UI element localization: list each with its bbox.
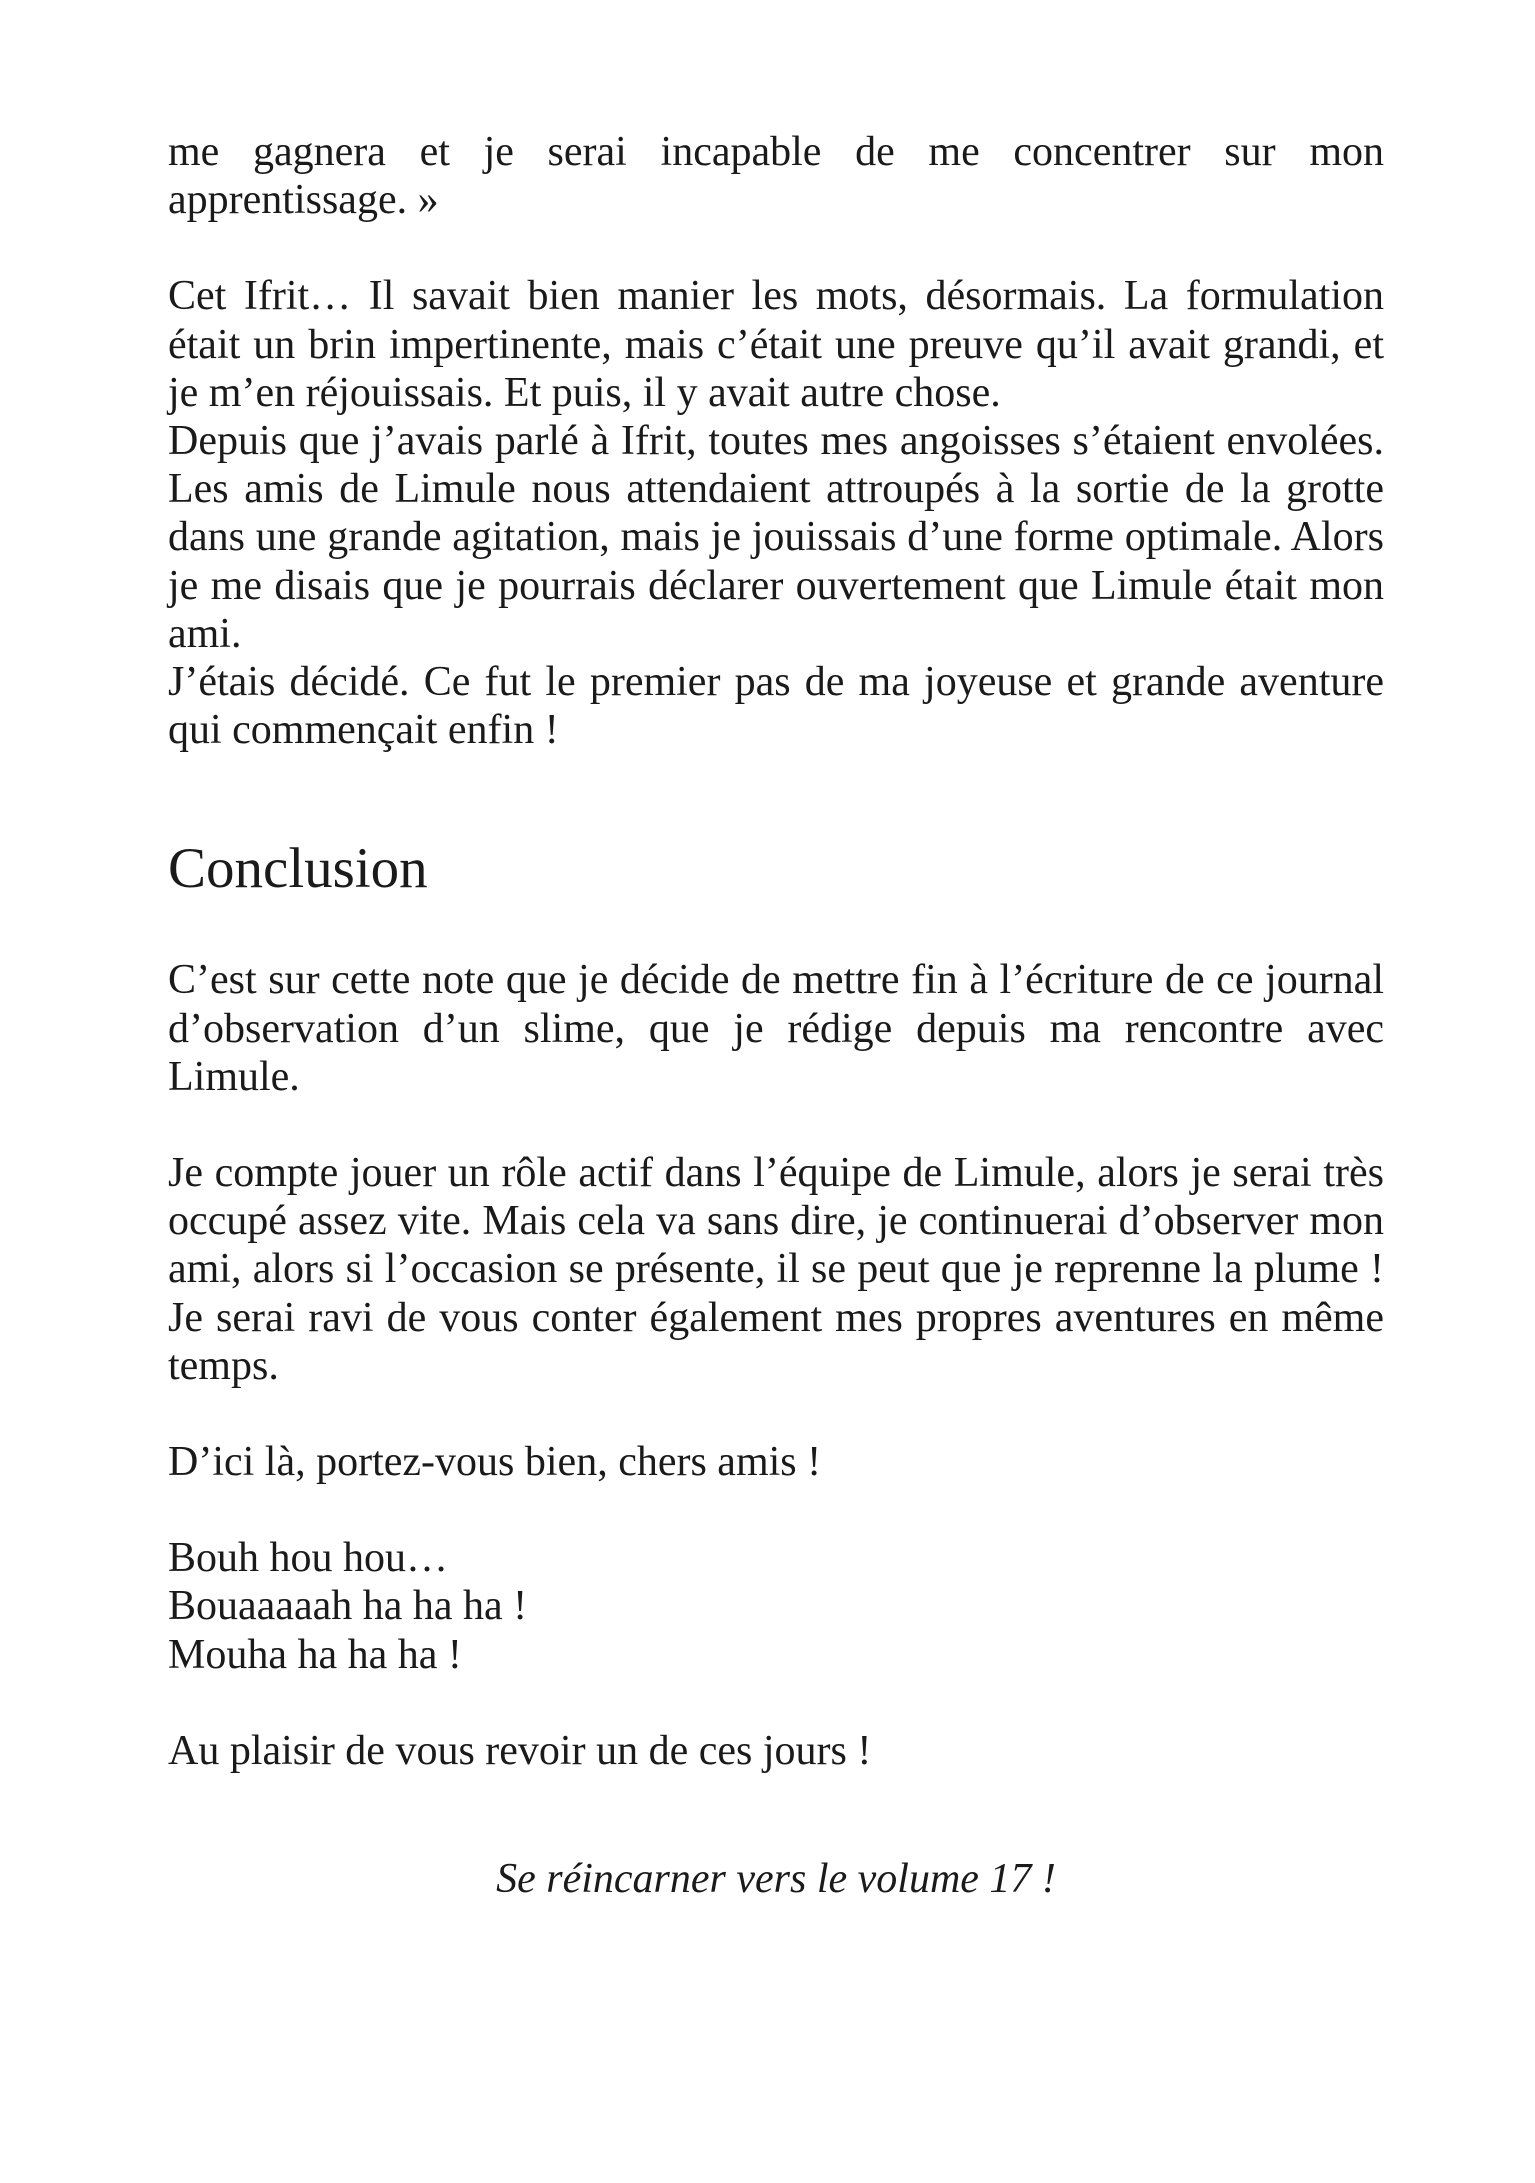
closing-line: Se réincarner vers le volume 17 !: [496, 1856, 1056, 1903]
paragraph-decide: J’étais décidé. Ce fut le premier pas de ma joyeuse et grande aventure qui commençait enfin !: [168, 659, 1384, 754]
paragraph-ifrit: Cet Ifrit… Il savait bien manier les mots, désormais. La formulation était un brin impertinente, mais c’était une preuve qu’il avait grandi, et je m’en réjouissais. Et puis, il y avait autre chose.: [168, 273, 1384, 416]
paragraph-farewell: D’ici là, portez-vous bien, chers amis !: [168, 1439, 822, 1486]
paragraph-continuation: me gagnera et je serai incapable de me concentrer sur mon apprentissage. »: [168, 129, 1384, 224]
section-heading-conclusion: Conclusion: [168, 837, 428, 901]
page-content: [168, 128, 1384, 1903]
paragraph-angoisses: Depuis que j’avais parlé à Ifrit, toutes mes angoisses s’étaient envolées. Les amis de Limule nous attendaient attroupés à la sortie de la grotte dans une grande agitation, mais je jouissais d’une forme optimale. Alors je me disais que je pourrais déclarer ouvertement que Limule était mon ami.: [168, 418, 1384, 657]
laugh-line-1: Bouh hou hou…: [168, 1535, 449, 1582]
paragraph-conclusion-2: Je compte jouer un rôle actif dans l’équipe de Limule, alors je serai très occupé assez vite. Mais cela va sans dire, je continuerai d’observer mon ami, alors si l’occasion se présente, il se peut que je reprenne la plume ! Je serai ravi de vous conter également mes propres aventures en même temps.: [168, 1150, 1384, 1389]
paragraph-au-plaisir: Au plaisir de vous revoir un de ces jours !: [168, 1727, 872, 1774]
laugh-line-3: Mouha ha ha ha !: [168, 1631, 462, 1678]
paragraph-conclusion-1: C’est sur cette note que je décide de mettre fin à l’écriture de ce journal d’observation d’un slime, que je rédige depuis ma rencontre avec Limule.: [168, 957, 1384, 1100]
laugh-line-2: Bouaaaaah ha ha ha !: [168, 1583, 528, 1630]
